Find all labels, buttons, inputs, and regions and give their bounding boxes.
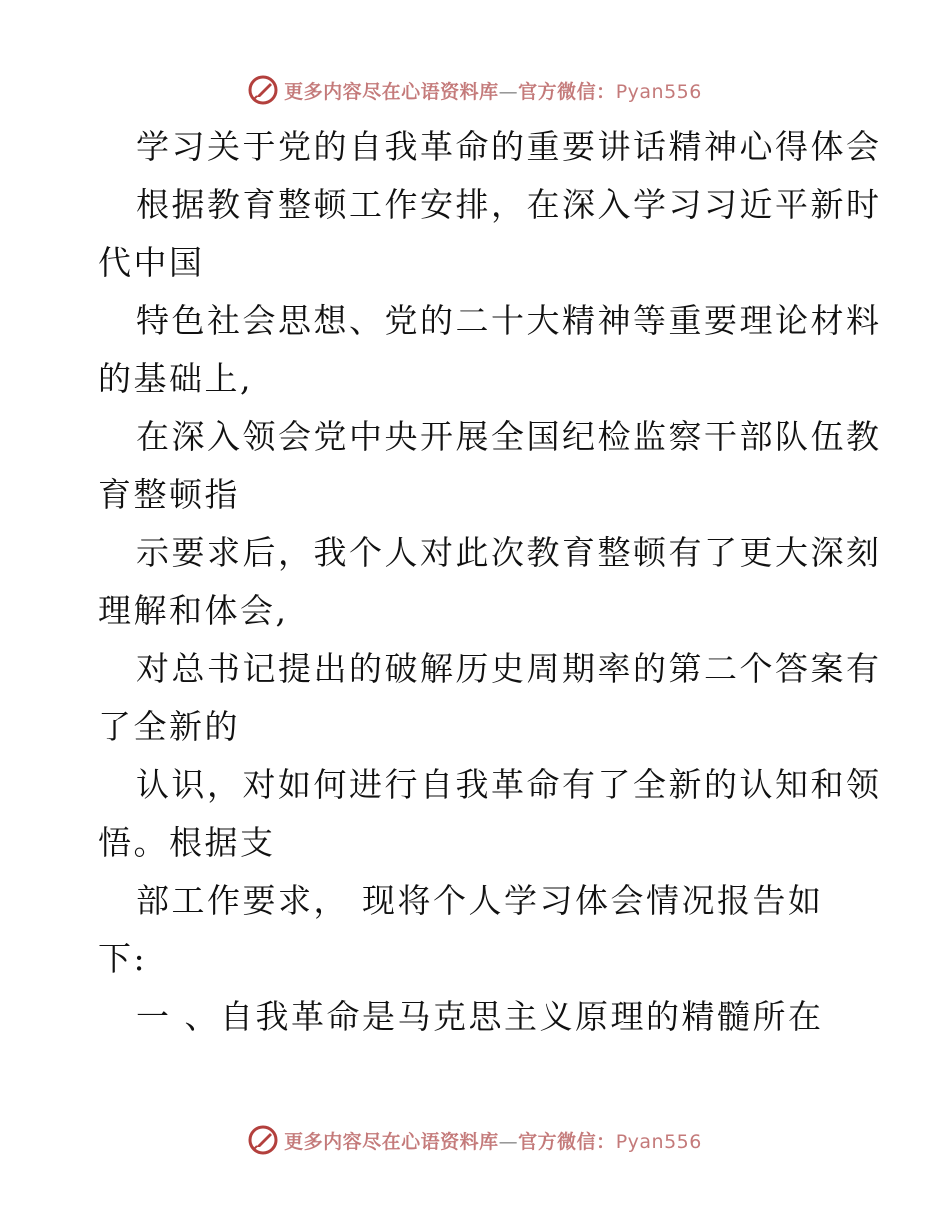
document-body <box>98 118 882 1046</box>
paragraph-line: 认识，对如何进行自我革命有了全新的认知和领 <box>136 765 882 804</box>
paragraph-line: 了全新的 <box>98 707 240 746</box>
paragraph-line: 下: <box>98 939 148 978</box>
footer-watermark <box>0 1120 950 1160</box>
paragraph-line: 在深入领会党中央开展全国纪检监察干部队伍教 <box>136 417 882 456</box>
watermark-brand: 更多内容尽在心语资料库 <box>284 80 499 103</box>
watermark-separator: — <box>498 80 519 103</box>
watermark-handle: Pyan556 <box>615 1130 702 1153</box>
paragraph-line: 特色社会思想、党的二十大精神等重要理论材料 <box>136 301 882 340</box>
quill-logo-icon <box>248 75 278 105</box>
paragraph-line: 根据教育整顿工作安排，在深入学习习近平新时 <box>136 185 882 224</box>
watermark-handle: Pyan556 <box>615 80 702 103</box>
watermark-official: 官方微信： <box>518 80 616 103</box>
paragraph-line: 代中国 <box>98 243 205 282</box>
paragraph-line: 的基础上, <box>98 359 253 398</box>
watermark-brand: 更多内容尽在心语资料库 <box>284 1130 499 1153</box>
paragraph-line: 理解和体会, <box>98 591 289 630</box>
quill-logo-icon <box>248 1125 278 1155</box>
watermark-official: 官方微信： <box>518 1130 616 1153</box>
paragraph-line: 对总书记提出的破解历史周期率的第二个答案有 <box>136 649 882 688</box>
paragraph-line: 悟。根据支 <box>98 823 276 862</box>
paragraph-line: 示要求后，我个人对此次教育整顿有了更大深刻 <box>136 533 882 572</box>
header-watermark <box>0 70 950 110</box>
watermark-text <box>284 1127 702 1154</box>
document-title: 学习关于党的自我革命的重要讲话精神心得体会 <box>136 127 882 166</box>
paragraph-line: 育整顿指 <box>98 475 240 514</box>
paragraph-line: 部工作要求， 现将个人学习体会情况报告如 <box>136 881 824 920</box>
section-heading: 一 、自我革命是马克思主义原理的精髓所在 <box>136 997 824 1036</box>
watermark-text <box>284 77 702 104</box>
watermark-separator: — <box>498 1130 519 1153</box>
